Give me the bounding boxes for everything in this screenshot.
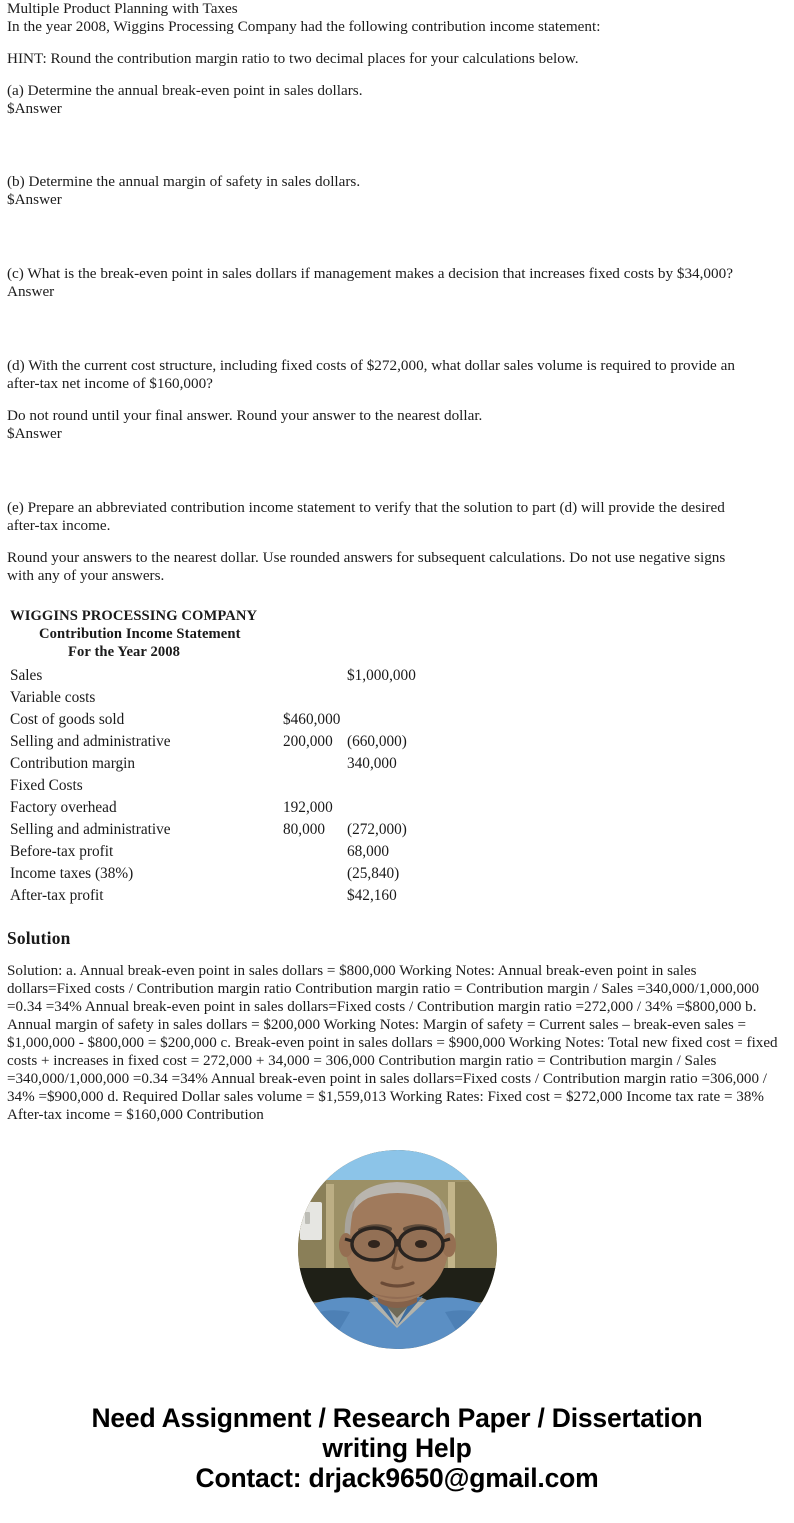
statement-period: For the Year 2008 bbox=[68, 644, 181, 661]
table-row bbox=[10, 775, 440, 797]
row-right-value: 340,000 bbox=[347, 754, 397, 772]
table-row bbox=[10, 665, 440, 687]
portrait-container bbox=[0, 1150, 794, 1349]
question-e-prompt-line1: (e) Prepare an abbreviated contribution income statement to verify that the solution to part (d) will provide the desired bbox=[7, 499, 725, 516]
question-c-prompt: (c) What is the break-even point in sales dollars if management makes a decision that increases fixed costs by $34,000? bbox=[7, 265, 733, 282]
question-b-answer[interactable]: $Answer bbox=[7, 191, 62, 208]
footer-line-3: Contact: drjack9650@gmail.com bbox=[195, 1462, 599, 1493]
spacer bbox=[7, 535, 780, 549]
row-mid-value: 200,000 bbox=[283, 732, 333, 750]
table-row bbox=[10, 885, 440, 907]
question-e-prompt-line2: after-tax income. bbox=[7, 517, 111, 534]
row-right-value bbox=[347, 687, 440, 709]
row-label: Sales bbox=[10, 666, 43, 684]
row-label: Fixed Costs bbox=[10, 776, 83, 794]
row-label: Before-tax profit bbox=[10, 842, 114, 860]
row-mid-value: 192,000 bbox=[283, 798, 333, 816]
solution-heading: Solution bbox=[7, 927, 71, 948]
table-row bbox=[10, 709, 440, 731]
statement-table bbox=[10, 665, 440, 907]
spacer bbox=[7, 68, 780, 82]
spacer bbox=[7, 443, 780, 499]
footer-line-1: Need Assignment / Research Paper / Dissertation bbox=[91, 1402, 703, 1433]
spacer bbox=[7, 36, 780, 50]
row-right-value bbox=[347, 797, 440, 819]
portrait-photo bbox=[298, 1150, 497, 1349]
row-label: Selling and administrative bbox=[10, 820, 171, 838]
table-row bbox=[10, 753, 440, 775]
table-row bbox=[10, 797, 440, 819]
question-block bbox=[0, 0, 794, 585]
statement-title: Contribution Income Statement bbox=[39, 626, 241, 643]
question-d-prompt-line2: after-tax net income of $160,000? bbox=[7, 375, 213, 392]
row-label: After-tax profit bbox=[10, 886, 104, 904]
row-right-value: $1,000,000 bbox=[347, 666, 416, 684]
spacer bbox=[7, 118, 780, 173]
page-title: Multiple Product Planning with Taxes bbox=[7, 0, 238, 17]
hint-text: HINT: Round the contribution margin ratio to two decimal places for your calculations below. bbox=[7, 50, 579, 67]
row-mid-value: 80,000 bbox=[283, 820, 326, 838]
row-right-value: (272,000) bbox=[347, 820, 407, 838]
question-a-prompt: (a) Determine the annual break-even point in sales dollars. bbox=[7, 82, 363, 99]
spacer bbox=[7, 393, 780, 407]
table-row bbox=[10, 841, 440, 863]
row-mid-value bbox=[283, 665, 347, 687]
spacer bbox=[7, 209, 780, 265]
table-row bbox=[10, 687, 440, 709]
table-row bbox=[10, 819, 440, 841]
question-d-prompt-line1: (d) With the current cost structure, including fixed costs of $272,000, what dollar sales volume is required to provide an bbox=[7, 357, 735, 374]
row-right-value bbox=[347, 709, 440, 731]
contribution-income-statement bbox=[0, 607, 794, 907]
row-label: Factory overhead bbox=[10, 798, 117, 816]
solution-text: Solution: a. Annual break-even point in sales dollars = $800,000 Working Notes: Annual break-even point in sales dollars=Fixed costs / Contribution margin ratio Contribution margin ratio = Contribution margin / Sales =340,000/1,000,000 =0.34 =34% Annual break-even point in sales dollars=Fixed costs / Contribution margin ratio =272,000 / 34% =$800,000 b. Annual margin of safety in sales dollars = $200,000 Working Notes: Margin of safety = Current sales – break-even sales = $1,000,000 - $800,000 = $200,000 c. Break-even point in sales dollars = $900,000 Working Notes: Total new fixed cost = fixed costs + increases in fixed cost = 272,000 + 34,000 = 306,000 Contribution margin ratio = Contribution margin / Sales =340,000/1,000,000 =0.34 =34% Annual break-even point in sales dollars=Fixed costs / Contribution margin ratio =306,000 / 34% =$900,000 d. Required Dollar sales volume = $1,559,013 Working Rates: Fixed cost = $272,000 Income tax rate = 38% After-tax income = $160,000 Contribution bbox=[7, 962, 778, 1123]
row-mid-value bbox=[283, 885, 347, 907]
row-mid-value bbox=[283, 775, 347, 797]
row-right-value: (25,840) bbox=[347, 864, 400, 882]
question-c-answer[interactable]: Answer bbox=[7, 283, 55, 300]
row-label: Contribution margin bbox=[10, 754, 136, 772]
question-d-answer[interactable]: $Answer bbox=[7, 425, 62, 442]
question-e-note-line1: Round your answers to the nearest dollar. Use rounded answers for subsequent calculations. Do not use negative signs bbox=[7, 549, 726, 566]
table-row bbox=[10, 863, 440, 885]
footer-line-2: writing Help bbox=[322, 1432, 472, 1463]
row-mid-value bbox=[283, 753, 347, 775]
row-right-value: $42,160 bbox=[347, 886, 397, 904]
statement-company-name: WIGGINS PROCESSING COMPANY bbox=[10, 608, 258, 624]
row-label: Variable costs bbox=[10, 688, 96, 706]
row-right-value: (660,000) bbox=[347, 732, 407, 750]
row-right-value bbox=[347, 775, 440, 797]
row-right-value: 68,000 bbox=[347, 842, 390, 860]
row-mid-value: $460,000 bbox=[283, 710, 341, 728]
row-label: Selling and administrative bbox=[10, 732, 171, 750]
question-b-prompt: (b) Determine the annual margin of safety in sales dollars. bbox=[7, 173, 361, 190]
question-a-answer[interactable]: $Answer bbox=[7, 100, 62, 117]
statement-header bbox=[10, 607, 794, 662]
row-mid-value bbox=[283, 687, 347, 709]
table-row bbox=[10, 731, 440, 753]
row-label: Cost of goods sold bbox=[10, 710, 125, 728]
footer-contact-banner bbox=[0, 1403, 794, 1519]
row-mid-value bbox=[283, 841, 347, 863]
question-e-note-line2: with any of your answers. bbox=[7, 567, 165, 584]
spacer bbox=[7, 301, 780, 357]
avatar bbox=[298, 1150, 497, 1349]
row-label: Income taxes (38%) bbox=[10, 864, 134, 882]
row-mid-value bbox=[283, 863, 347, 885]
intro-text: In the year 2008, Wiggins Processing Company had the following contribution income statement: bbox=[7, 18, 601, 35]
question-d-note: Do not round until your final answer. Round your answer to the nearest dollar. bbox=[7, 407, 483, 424]
